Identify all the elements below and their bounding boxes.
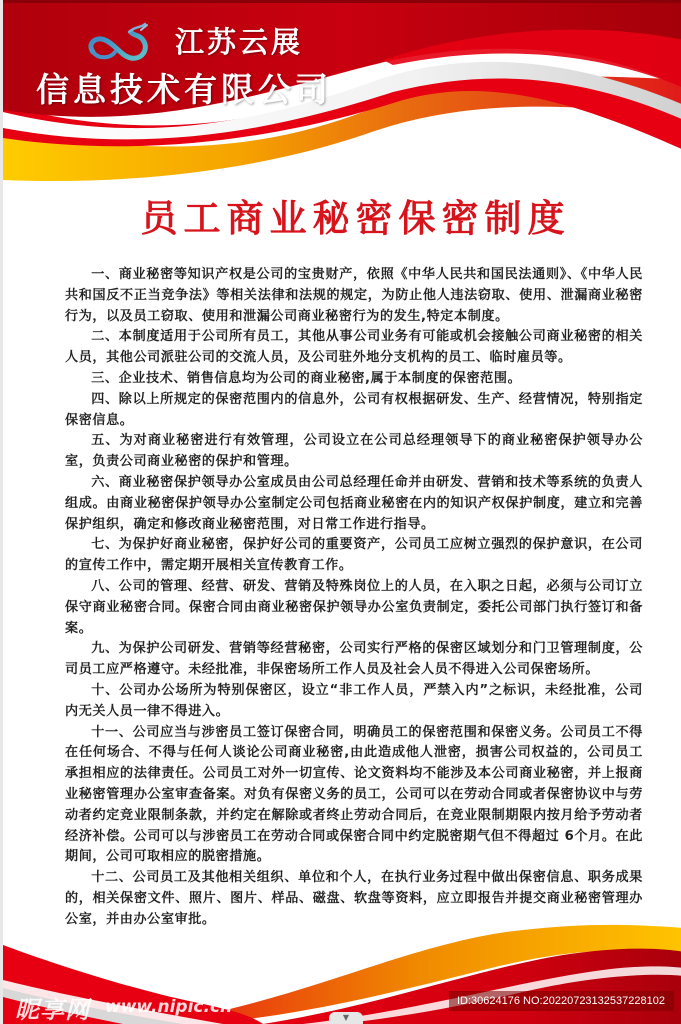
document-body: [65, 265, 643, 931]
clause-12: 十二、公司员工及其他相关组织、单位和个人，在执行业务过程中做出保密信息、职务成果的，相关保密文件、照片、图片、样品、磁盘、软盘等资料，应立即报告并提交商业秘密管理办公室，并由办公室审批。: [65, 870, 643, 927]
image-id-label: ID:30624176 NO:20220723132537228102: [449, 991, 674, 1011]
clause-8: 八、公司的管理、经营、研发、营销及特殊岗位上的人员，在入职之日起，必须与公司订立保守商业秘密合同。保密合同由商业秘密保护领导办公室负责制定，委托公司部门执行签订和备案。: [65, 578, 643, 636]
chevron-down-icon: ▼: [342, 1013, 350, 1022]
company-name-line2: 信息技术有限公司: [36, 70, 332, 109]
clause-1: 一、商业秘密等知识产权是公司的宝贵财产，依照《中华人民共和国民法通则》、《中华人民共和国反不正当竞争法》等相关法律和法规的规定，为防止他人违法窃取、使用、泄漏商业秘密行为，以及员工窃取、使用和泄漏公司商业秘密行为的发生,特定本制度。: [65, 267, 643, 324]
clause-9: 九、为保护公司研发、营销等经营秘密，公司实行严格的保密区域划分和门卫管理制度，公司员工应严格遵守。未经批准，非保密场所工作人员及社会人员不得进入公司保密场所。: [65, 641, 643, 678]
swirl-bird-logo-icon: [85, 22, 155, 70]
document-title: 员工商业秘密保密制度: [140, 197, 571, 240]
clause-3: 三、企业技术、销售信息均为公司的商业秘密,属于本制度的保密范围。: [91, 370, 522, 386]
clause-5: 五、为对商业秘密进行有效管理，公司设立在公司总经理领导下的商业秘密保护领导办公室，负责公司商业秘密的保护和管理。: [65, 433, 643, 470]
company-name-line1: 江苏云展: [175, 25, 304, 59]
clause-4: 四、除以上所规定的保密范围内的信息外，公司有权根据研发、生产、经营情况，特别指定保密信息。: [65, 391, 643, 428]
watermark-url: www.nipic.cn: [105, 997, 233, 1017]
clause-6: 六、商业秘密保护领导办公室成员由公司总经理任命并由研发、营销和技术等系统的负责人组成。由商业秘密保护领导办公室制定公司包括商业秘密在内的知识产权保护制度，建立和完善保护组织，确定和修改商业秘密范围，对日常工作进行指导。: [65, 474, 643, 532]
clause-11: 十一、公司应当与涉密员工签订保密合同，明确员工的保密范围和保密义务。公司员工不得在任何场合、不得与任何人谈论公司商业秘密,由此造成他人泄密，损害公司权益的，公司员工承担相应的法律责任。公司员工对外一切宣传、论文资料均不能涉及本公司商业秘密，并上报商业秘密管理办公室审查备案。对负有保密义务的员工，公司可以在劳动合同或者保密协议中与劳动者约定竞业限制条款，并约定在解除或者终止劳动合同后，在竞业限制期限内按月给予劳动者经济补偿。公司可以与涉密员工在劳动合同或保密合同中约定脱密期气但不得超过 6个月。在此期间，公司可取相应的脱密措施。: [65, 724, 643, 865]
scroll-down-button[interactable]: [329, 1012, 363, 1024]
watermark-logo: 昵享网: [15, 996, 90, 1024]
clause-2: 二、本制度适用于公司所有员工，其他从事公司业务有可能或机会接触公司商业秘密的相关人员，其他公司派驻公司的交流人员，及公司驻外地分支机构的员工、临时雇员等。: [65, 329, 643, 366]
clause-10: 十、公司办公场所为特别保密区，设立“非工作人员，严禁入内”之标识，未经批准，公司内无关人员一律不得进入。: [65, 682, 643, 719]
clause-7: 七、为保护好商业秘密，保护好公司的重要资产，公司员工应树立强烈的保护意识，在公司的宣传工作中，需定期开展相关宣传教育工作。: [65, 537, 643, 574]
